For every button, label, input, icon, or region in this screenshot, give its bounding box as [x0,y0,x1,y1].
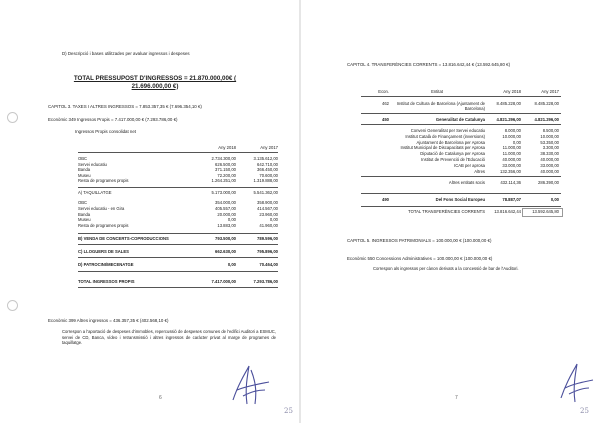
patrocini-row [78,262,278,267]
table-row [78,173,278,178]
total-bottom-rule [78,287,278,288]
altres-code [361,180,389,185]
table-row [389,134,559,139]
table-row [389,140,559,145]
venda-row [78,236,278,241]
table-row [78,217,278,222]
row-value-2018: 0,00 [512,139,521,145]
col-2017: Any 2017 [260,145,278,150]
row-value-2018: 72.200,00 [217,172,236,178]
row-value-2017: 1.319.888,00 [253,178,278,184]
right-page [301,0,600,423]
row-value-2018: 405.557,00 [215,205,236,211]
table-row [78,162,278,167]
row-value-2018: 0,00 [227,217,236,223]
altres-label: Altres entitats socis [448,180,485,185]
row-value-2018: 40.000,00 [502,157,521,162]
page-number-left: 6 [159,395,162,401]
table-row [78,200,278,205]
transfer-total-2018: 13.816.642,44 [494,209,521,214]
row-490-2017: 0,00 [550,197,559,202]
row-value-2017: 41.960,00 [259,223,278,229]
altres-2017: 286.390,00 [538,180,559,185]
row-label: Institut Municipal de Discapacitats per Aprosa [400,145,485,151]
lloguers-row [78,249,278,254]
table-row [78,206,278,211]
table-row [389,145,559,150]
lloguers-2017: 795.896,00 [257,249,278,254]
row-value-2018: 132.356,00 [500,168,521,174]
row-450-label: Generalitat de Catalunya [435,117,485,122]
economic-340-heading: Econòmic 349 Ingressos Propis = 7.417.000,00 € (7.293.786,00 €) [48,117,178,122]
total-pressupost-title [50,75,260,90]
th-2018: Any 2018 [503,89,521,94]
row-value-2018: 8.000,00 [504,128,521,133]
row-label: Altres [474,168,485,174]
paragraph-550: Correspon als ingressos per cànon derivats a la concessió de bar de l'Auditori. [373,266,519,271]
row-label: Institut de Prevenció de l'Educació [421,157,485,162]
row-label: OBC [78,200,88,205]
row-value-2017: 0,00 [269,217,278,223]
row-label: ICAB per aprosa [454,162,485,168]
row-450-2017: 4.821.296,00 [534,117,559,122]
col-2018: Any 2018 [218,145,236,150]
row-label: Ajuntament de Barcelona per Aprosa [416,139,485,145]
folio-stamp-left: 25 [284,407,293,415]
punch-hole [7,112,18,123]
row-462-2017: 8.485.228,00 [534,101,559,106]
row-value-2017: 33.000,00 [540,162,559,168]
row-label: OBC [78,156,88,161]
altres-entitats-row [361,180,559,185]
row-value-2017: 3.300,00 [542,145,559,151]
subtotal-2017: 5.541.362,00 [253,190,278,195]
table-row [78,178,278,183]
table-rule [78,152,278,153]
row-value-2017: 414.567,00 [257,205,278,211]
row-462-2018: 8.485.228,00 [496,101,521,106]
total-ingressos-row [78,279,278,284]
altres-2018: 432.114,36 [500,180,521,185]
venda-rule [78,233,278,234]
row-label: Conveni Generalitat per Servei educatiu [410,128,485,133]
total-rule [78,271,278,272]
signature [555,358,597,406]
row-value-2018: 33.000,00 [502,162,521,168]
patrocini-2017: 70.464,00 [259,262,278,267]
row-462 [361,101,559,111]
table-row [389,169,559,174]
lloguers-rule [78,244,278,245]
table-row [389,128,559,133]
title-line-1: TOTAL PRESSUPOST D'INGRESSOS = 21.870.000,00€ ( [73,75,237,82]
row-value-2018: 626.500,00 [215,161,236,167]
table-row [389,157,559,162]
th-econ: Econ. [378,89,389,94]
venda-label: B) VENDA DE CONCERTS-COPRODUCCIONS [78,236,169,241]
row-value-2017: 358.900,00 [257,200,278,205]
row-value-2018: 371.150,00 [215,167,236,173]
intro-line: D) Descripció i bases utilitzades per avaluar ingressos i despeses [62,51,190,56]
row-462-code: 462 [382,101,389,106]
title-line-2: 21.696.000,00 €) [131,82,179,90]
total-2017: 7.293.786,00 [253,279,278,284]
row-value-2018: 354.000,00 [215,200,236,205]
row-label: Museu [78,217,91,223]
capitol-5-heading: CAPITOL 5. INGRESSOS PATRIMONIALS = 100.000,00 € (100.000,00 €) [347,238,492,243]
transfer-total-label: TOTAL TRANSFERÈNCIES CORRENTS [408,209,485,214]
row-490-code: 490 [382,197,389,202]
row-462-label: Institut de Cultura de Barcelona (Ajuntament de Barcelona) [396,101,485,111]
folio-stamp-right: 25 [580,407,589,415]
subtotal-2018: 5.173.000,00 [211,190,236,195]
row-label: Servei educatiu [78,161,107,167]
economic-550-heading: Econòmic 550 Concessions Administratives = 100.000,00 € (100.000,00 €) [347,256,493,261]
venda-2017: 789.596,00 [257,236,278,241]
row-value-2018: 11.000,00 [502,151,521,157]
row-rule [361,206,561,207]
table-row [78,167,278,172]
transfer-table-header [361,89,559,94]
row-value-2017: 366.450,00 [257,167,278,173]
row-rule [361,124,561,125]
row-label: Museu [78,172,91,178]
row-value-2017: 70.600,00 [259,172,278,178]
subtotal-taquillatge-row [78,190,278,195]
subtotal-label: A) TAQUILLATGE [78,190,112,195]
row-label: Resta de programes propis [78,223,129,229]
th-2017: Any 2017 [541,89,559,94]
row-value-2017: 40.000,00 [540,157,559,162]
row-rule [361,176,561,177]
transfer-total-2017: 13.592.645,80 [532,209,559,214]
row-rule [361,193,561,194]
table-row [78,223,278,228]
row-value-2018: 20.000,00 [217,211,236,217]
row-450-2018: 4.821.296,00 [496,117,521,122]
punch-hole [7,300,18,311]
page-number-right: 7 [455,395,458,401]
row-rule [361,113,561,114]
row-490-2018: 78.887,07 [502,197,521,202]
row-label: Banda [78,211,91,217]
table-row [78,212,278,217]
row-value-2017: 23.960,00 [259,211,278,217]
patrocini-label: D) PATROCINI/MECENATGE [78,262,134,267]
row-value-2018: 13.883,00 [217,223,236,229]
row-value-2018: 11.000,00 [502,145,521,151]
lloguers-2018: 662.630,00 [215,249,236,254]
patrocini-2018: 0,00 [227,262,236,267]
header-rule [361,96,561,97]
row-value-2017: 40.000,00 [540,168,559,174]
row-value-2017: 53.350,00 [540,139,559,145]
capitol-4-heading: CAPITOL 4. TRANSFERÈNCIES CORRENTS = 13.816.642,44 € (13.592.645,80 €) [347,62,511,67]
paragraph-399: Correspon a l'aportació de despeses d'immobles, repercussió de despeses comunes de l'edifici Auditori a ESMUC, servei de CD, Banca, vídeo i retransmissió i altres ingressos de caràcter privat al marge de programes de taquillatge. [62,329,276,346]
signature [225,360,275,408]
row-label: Servei educatiu - en Gira [78,205,125,211]
total-2018: 7.417.000,00 [211,279,236,284]
row-value-2018: 1.264.251,00 [211,178,236,184]
row-label: Institut Català de Finançament (inversions) [405,133,485,139]
row-label: Resta de programes propis [78,178,129,184]
economic-399-heading: Econòmic 399 Altres ingressos = 436.357,35 € (402.568,10 €) [48,318,169,323]
table-row [389,163,559,168]
lloguers-label: C) LLOGUERS DE SALES [78,249,129,254]
row-value-2017: 10.000,00 [540,133,559,139]
total-label: TOTAL INGRESSOS PROPIS [78,279,135,284]
row-450-code: 450 [382,117,389,122]
row-label: Banda [78,167,91,173]
total-highlight [522,208,563,217]
row-value-2018: 2.734.300,00 [211,156,236,161]
table-row [78,156,278,161]
row-value-2018: 10.000,00 [502,133,521,139]
table-row [389,151,559,156]
row-490 [361,197,559,202]
subtotal-rule [78,187,278,188]
capitol-3-heading: CAPITOL 3. TAXES I ALTRES INGRESSOS = 7.853.357,35 € (7.696.354,10 €) [48,104,202,109]
row-label: Diputació de Catalunya per Aprosa [420,151,485,157]
row-value-2017: 38.330,00 [540,151,559,157]
table-caption: Ingressos Propis consolidat net [75,129,137,134]
left-page [0,0,299,423]
patrocini-rule [78,257,278,258]
table-header [78,145,278,150]
row-490-label: Del Fons Social Europeu [435,197,485,202]
row-value-2017: 642.710,00 [257,161,278,167]
row-value-2017: 8.500,00 [542,128,559,133]
row-450 [361,117,559,122]
venda-2018: 793.500,00 [215,236,236,241]
row-value-2017: 3.135.612,00 [253,156,278,161]
th-entitat: Entitat [431,89,443,94]
